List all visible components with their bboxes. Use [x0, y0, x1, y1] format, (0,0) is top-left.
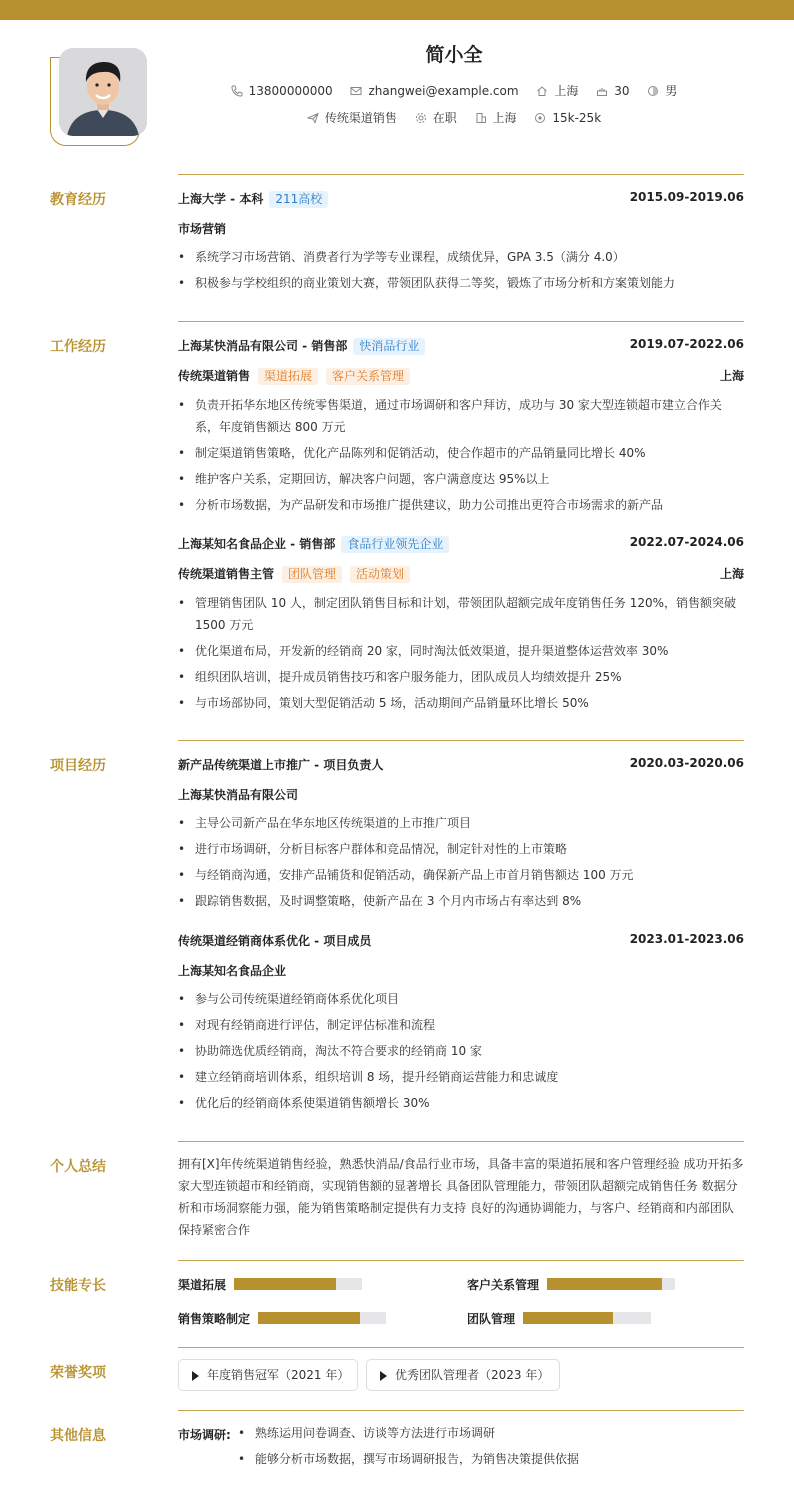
- section-title-work: 工作经历: [50, 339, 106, 355]
- education-header: [178, 190, 744, 208]
- work-role-row: [178, 367, 744, 385]
- divider: [178, 321, 744, 322]
- home-icon: [536, 85, 548, 97]
- project-header: [178, 932, 744, 949]
- project-title: 传统渠道经销商体系优化 - 项目成员: [178, 934, 372, 948]
- work-city: 上海: [719, 369, 744, 383]
- other-label: 市场调研:: [178, 1428, 231, 1442]
- candidate-name: 简小全: [425, 44, 483, 66]
- list-item: • 主导公司新产品在华东地区传统渠道的上市推广项目: [178, 812, 744, 834]
- education-date: 2015.09-2019.06: [629, 190, 744, 204]
- work-city: 上海: [719, 567, 744, 581]
- divider: [178, 174, 744, 175]
- phone-text: 13800000000: [248, 84, 333, 98]
- skill-tag: 客户关系管理: [326, 368, 410, 385]
- list-item: • 优化渠道布局，开发新的经销商 20 家，同时淘汰低效渠道，提升渠道整体运营效率 30%: [178, 640, 744, 662]
- skill-name: 客户关系管理: [467, 1278, 540, 1292]
- divider: [178, 1347, 744, 1348]
- divider: [178, 1260, 744, 1261]
- divider: [178, 740, 744, 741]
- email-item: [350, 84, 518, 98]
- skill-bar-fill: [523, 1312, 613, 1324]
- skill-bar: [523, 1312, 651, 1324]
- mail-icon: [350, 85, 362, 97]
- triangle-icon: [380, 1371, 387, 1381]
- project-date: 2023.01-2023.06: [629, 932, 744, 946]
- salary-icon: [534, 112, 546, 124]
- summary-text: 拥有[X]年传统渠道销售经验，熟悉快消品/食品行业市场，具备丰富的渠道拓展和客户管理经验 成功开拓多家大型连锁超市和经销商，实现销售额的显著增长 具备团队管理能力，带领团队超额完成销售任务 数据分析和市场洞察能力强，能为销售策略制定提供有力支持 良好的沟通协调能力，与客户、经销商和内部团队保持紧密合作: [178, 1157, 744, 1237]
- target-city-text: 上海: [492, 111, 517, 125]
- gender-item: [647, 82, 677, 99]
- skill-bar: [258, 1312, 386, 1324]
- list-item: • 能够分析市场数据，撰写市场调研报告，为销售决策提供依据: [238, 1448, 744, 1470]
- age-item: [596, 84, 629, 98]
- list-item: • 跟踪销售数据，及时调整策略，使新产品在 3 个月内市场占有率达到 8%: [178, 890, 744, 912]
- industry-tag: 快消品行业: [353, 338, 425, 355]
- contact-row: [0, 82, 794, 99]
- skill-bar-fill: [547, 1278, 662, 1290]
- gear-icon: [415, 112, 427, 124]
- company-name: 上海某快消品有限公司 - 销售部: [178, 339, 348, 353]
- list-item: • 熟练运用问卷调查、访谈等方法进行市场调研: [238, 1422, 744, 1444]
- list-item: • 优化后的经销商体系使渠道销售额增长 30%: [178, 1092, 744, 1114]
- section-title-awards: 荣誉奖项: [50, 1365, 106, 1381]
- project-title: 新产品传统渠道上市推广 - 项目负责人: [178, 758, 384, 772]
- phone-item: [231, 84, 333, 98]
- award-item: [366, 1359, 560, 1391]
- divider: [178, 1141, 744, 1142]
- send-icon: [307, 112, 319, 124]
- project-company: 上海某知名食品企业: [178, 964, 287, 978]
- position-item: [307, 109, 397, 126]
- award-text: 优秀团队管理者（2023 年）: [395, 1368, 550, 1382]
- list-item: • 建立经销商培训体系，组织培训 8 场，提升经销商运营能力和忠诚度: [178, 1066, 744, 1088]
- skill-name: 团队管理: [467, 1312, 516, 1326]
- section-title-other: 其他信息: [50, 1428, 106, 1444]
- city-item: [536, 82, 578, 99]
- job-role: 传统渠道销售: [178, 369, 251, 383]
- list-item: • 管理销售团队 10 人，制定团队销售目标和计划，带领团队超额完成年度销售任务 120%，销售额突破 1500 万元: [178, 592, 744, 636]
- section-title-education: 教育经历: [50, 192, 106, 208]
- building-icon: [475, 112, 487, 124]
- city-text: 上海: [554, 84, 579, 98]
- list-item: • 系统学习市场营销、消费者行为学等专业课程，成绩优异，GPA 3.5（满分 4.0）: [178, 246, 744, 268]
- intention-row: [0, 109, 794, 126]
- list-item: • 进行市场调研，分析目标客户群体和竞品情况，制定针对性的上市策略: [178, 838, 744, 860]
- school-tag: 211高校: [269, 191, 328, 208]
- project-date: 2020.03-2020.06: [629, 756, 744, 770]
- skill-bar: [547, 1278, 675, 1290]
- work-role-row: [178, 565, 744, 583]
- skill-tag: 团队管理: [282, 566, 342, 583]
- skill-bar: [234, 1278, 362, 1290]
- project-header: [178, 756, 744, 773]
- list-item: • 与市场部协同，策划大型促销活动 5 场，活动期间产品销量环比增长 50%: [178, 692, 744, 714]
- age-text: 30: [614, 84, 630, 98]
- cake-icon: [596, 85, 608, 97]
- salary-text: 15k-25k: [552, 111, 602, 125]
- project-company: 上海某快消品有限公司: [178, 788, 299, 802]
- position-text: 传统渠道销售: [324, 111, 397, 125]
- divider: [178, 1410, 744, 1411]
- company-name: 上海某知名食品企业 - 销售部: [178, 537, 336, 551]
- list-item: • 协助筛选优质经销商，淘汰不符合要求的经销商 10 家: [178, 1040, 744, 1062]
- work-header: [178, 535, 744, 553]
- job-role: 传统渠道销售主管: [178, 567, 275, 581]
- status-text: 在职: [432, 111, 457, 125]
- gender-text: 男: [665, 84, 678, 98]
- skill-bar-fill: [258, 1312, 360, 1324]
- status-item: [415, 109, 457, 126]
- section-title-project: 项目经历: [50, 758, 106, 774]
- target-city-item: [475, 109, 517, 126]
- list-item: • 维护客户关系，定期回访，解决客户问题，客户满意度达 95%以上: [178, 468, 744, 490]
- section-title-summary: 个人总结: [50, 1159, 106, 1175]
- skill-bar-fill: [234, 1278, 336, 1290]
- skill-tag: 活动策划: [350, 566, 410, 583]
- top-accent-bar: [0, 0, 794, 20]
- industry-tag: 食品行业领先企业: [341, 536, 449, 553]
- list-item: • 参与公司传统渠道经销商体系优化项目: [178, 988, 744, 1010]
- award-text: 年度销售冠军（2021 年）: [207, 1368, 350, 1382]
- section-title-skills: 技能专长: [50, 1278, 106, 1294]
- triangle-icon: [192, 1371, 199, 1381]
- award-item: [178, 1359, 358, 1391]
- list-item: • 制定渠道销售策略，优化产品陈列和促销活动，使合作超市的产品销量同比增长 40%: [178, 442, 744, 464]
- work-date: 2022.07-2024.06: [629, 535, 744, 549]
- list-item: • 负责开拓华东地区传统零售渠道，通过市场调研和客户拜访，成功与 30 家大型连锁超市建立合作关系，年度销售额达 800 万元: [178, 394, 744, 438]
- skill-name: 销售策略制定: [178, 1312, 251, 1326]
- list-item: • 组织团队培训，提升成员销售技巧和客户服务能力，团队成员人均绩效提升 25%: [178, 666, 744, 688]
- phone-icon: [231, 85, 243, 97]
- email-text: zhangwei@example.com: [368, 84, 519, 98]
- skill-tag: 渠道拓展: [258, 368, 318, 385]
- work-date: 2019.07-2022.06: [629, 337, 744, 351]
- list-item: • 分析市场数据，为产品研发和市场推广提供建议，助力公司推出更符合市场需求的新产品: [178, 494, 744, 516]
- work-header: [178, 337, 744, 355]
- list-item: • 积极参与学校组织的商业策划大赛，带领团队获得二等奖，锻炼了市场分析和方案策划能力: [178, 272, 744, 294]
- skill-name: 渠道拓展: [178, 1278, 227, 1292]
- salary-item: [534, 111, 601, 125]
- list-item: • 与经销商沟通，安排产品铺货和促销活动，确保新产品上市首月销售额达 100 万元: [178, 864, 744, 886]
- school-name: 上海大学 - 本科: [178, 192, 264, 206]
- gender-icon: [647, 85, 659, 97]
- list-item: • 对现有经销商进行评估，制定评估标准和流程: [178, 1014, 744, 1036]
- major: 市场营销: [178, 222, 227, 236]
